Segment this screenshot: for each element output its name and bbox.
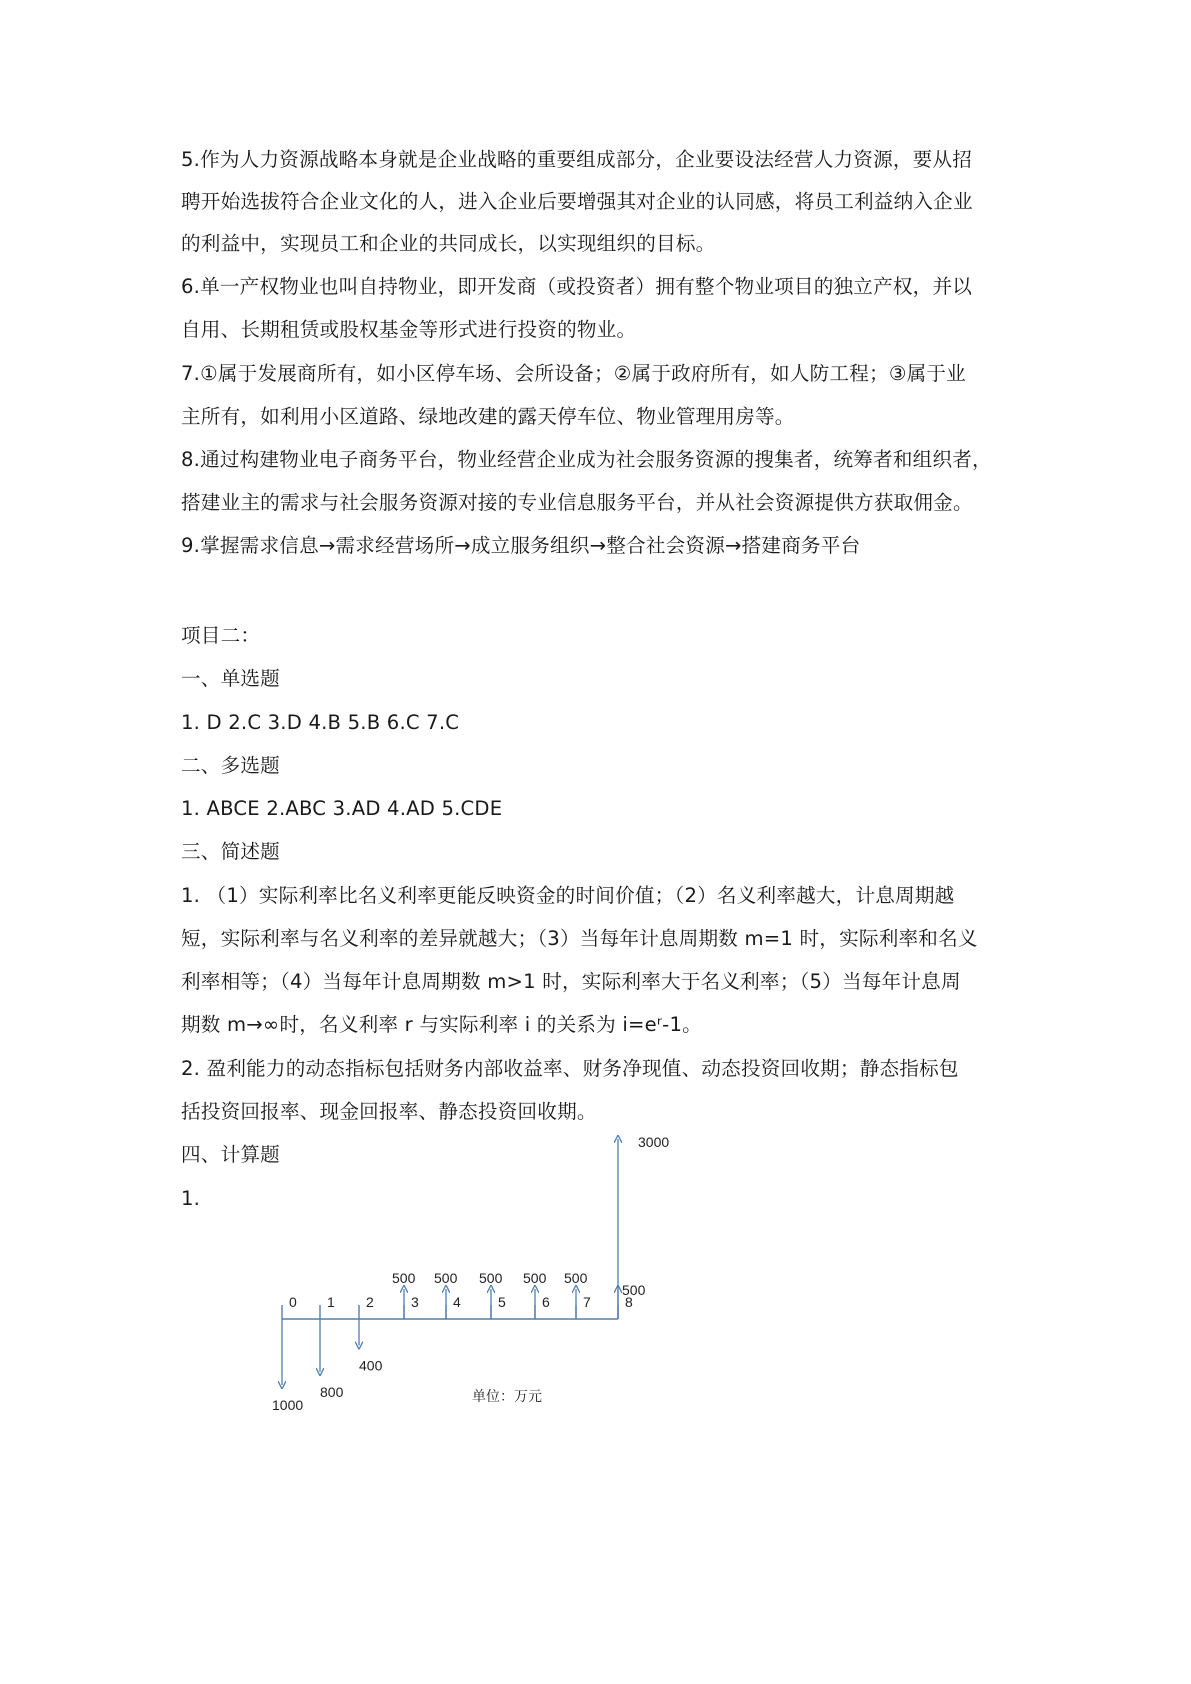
answer-line: 1. D 2.C 3.D 4.B 5.B 6.C 7.C: [181, 711, 460, 734]
paragraph-line: 利率相等；（4）当每年计息周期数 m>1 时，实际利率大于名义利率；（5）当每年计息周: [181, 970, 961, 993]
period-label: 5: [498, 1294, 506, 1310]
section-heading: 二、多选题: [181, 754, 280, 777]
inflow-label: 500: [479, 1270, 503, 1286]
section-heading: 一、单选题: [181, 667, 280, 690]
inflow-label: 500: [622, 1282, 646, 1298]
paragraph-line: 2. 盈利能力的动态指标包括财务内部收益率、财务净现值、动态投资回收期；静态指标包: [181, 1057, 959, 1080]
outflow-label: 1000: [272, 1397, 304, 1413]
period-label: 3: [411, 1294, 419, 1310]
paragraph-line: 搭建业主的需求与社会服务资源对接的专业信息服务平台，并从社会资源提供方获取佣金。: [181, 491, 973, 514]
period-label: 0: [289, 1294, 297, 1310]
inflow-label: 3000: [638, 1134, 670, 1150]
period-label: 8: [625, 1294, 633, 1310]
outflow-label: 400: [359, 1357, 383, 1374]
paragraph-line: 主所有，如利用小区道路、绿地改建的露天停车位、物业管理用房等。: [181, 405, 795, 428]
period-label: 2: [366, 1294, 374, 1310]
paragraph-line: 自用、长期租赁或股权基金等形式进行投资的物业。: [181, 318, 637, 341]
period-label: 1: [327, 1294, 335, 1310]
inflow-label: 500: [434, 1270, 458, 1286]
question-number: 1.: [181, 1187, 201, 1210]
cash-flow-svg: [260, 1134, 720, 1545]
paragraph-line: 括投资回报率、现金回报率、静态投资回收期。: [181, 1100, 597, 1123]
inflow-label: 500: [392, 1270, 416, 1286]
paragraph-line: 7.①属于发展商所有，如小区停车场、会所设备；②属于政府所有，如人防工程；③属于业: [181, 362, 966, 385]
inflow-label: 500: [523, 1270, 547, 1286]
period-label: 6: [542, 1294, 550, 1310]
paragraph-line: 9.掌握需求信息→需求经营场所→成立服务组织→整合社会资源→搭建商务平台: [181, 534, 861, 557]
cash-flow-diagram: [260, 1134, 720, 1545]
unit-label: 单位：万元: [472, 1388, 542, 1404]
paragraph-line: 期数 m→∞时，名义利率 r 与实际利率 i 的关系为 i=eʳ-1。: [181, 1013, 702, 1036]
paragraph-line: 1. （1）实际利率比名义利率更能反映资金的时间价值；（2）名义利率越大，计息周期越: [181, 884, 955, 907]
paragraph-line: 聘开始选拔符合企业文化的人，进入企业后要增强其对企业的认同感，将员工利益纳入企业: [181, 190, 973, 213]
paragraph-line: 8.通过构建物业电子商务平台，物业经营企业成为社会服务资源的搜集者，统筹者和组织者，: [181, 448, 992, 471]
outflow-label: 800: [320, 1383, 344, 1400]
section-title: 项目二：: [181, 624, 261, 647]
period-label: 4: [453, 1294, 461, 1310]
section-heading: 四、计算题: [181, 1143, 280, 1166]
paragraph-line: 5.作为人力资源战略本身就是企业战略的重要组成部分，企业要设法经营人力资源，要从招: [181, 148, 973, 171]
period-label: 7: [583, 1294, 591, 1310]
inflow-label: 500: [564, 1270, 588, 1286]
paragraph-line: 的利益中，实现员工和企业的共同成长，以实现组织的目标。: [181, 232, 716, 255]
answer-line: 1. ABCE 2.ABC 3.AD 4.AD 5.CDE: [181, 797, 503, 820]
paragraph-line: 6.单一产权物业也叫自持物业，即开发商（或投资者）拥有整个物业项目的独立产权，并以: [181, 275, 973, 298]
paragraph-line: 短，实际利率与名义利率的差异就越大；（3）当每年计息周期数 m=1 时，实际利率和名义: [181, 927, 978, 950]
section-heading: 三、简述题: [181, 840, 280, 863]
